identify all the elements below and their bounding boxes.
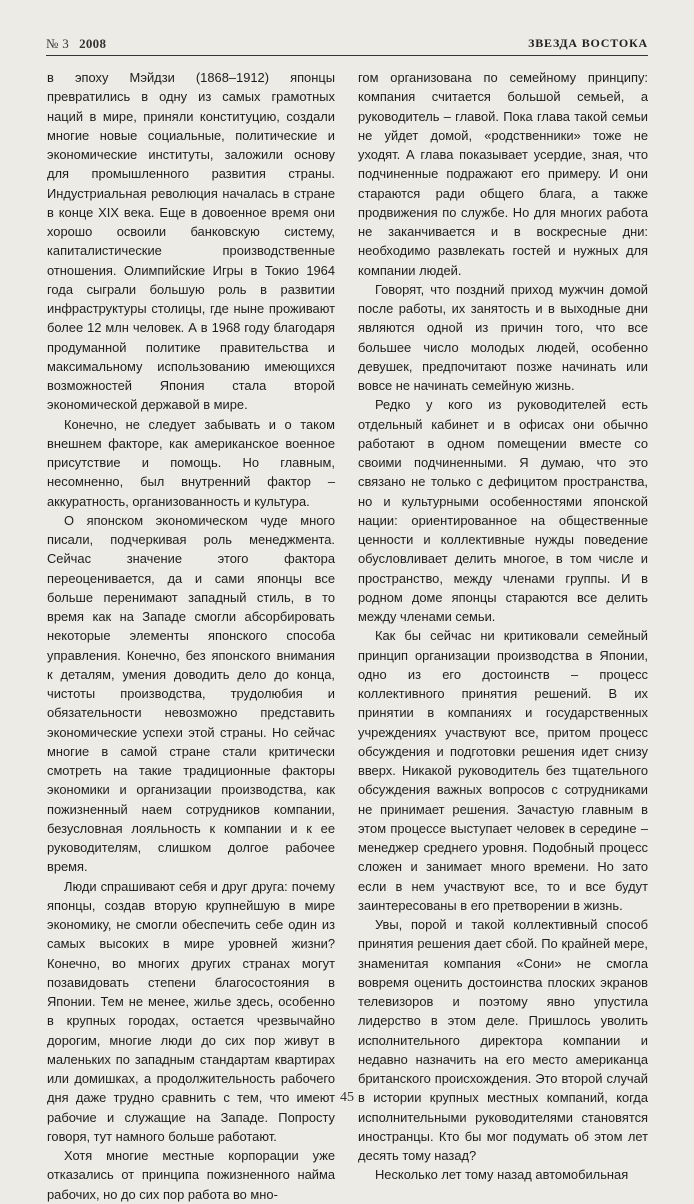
paragraph: Несколько лет тому назад автомобильная xyxy=(375,1167,629,1183)
issue-info xyxy=(46,36,106,52)
paragraph: О японском экономическом чуде много писали, подчеркивая роль менеджмента. Сейчас значение этого фактора переоценивается, да и сами японцы все больше перенимают западный стиль, в то время как на Западе смогли абсорбировать некоторые элементы японского способа управления. Конечно, без японского внимания к деталям, умения доводить дело до конца, чистоты производства, трудолюбия и обязательности невозможно представить экономические успехи этой страны. Но сейчас многие в самой стране стали критически смотреть на такие традиционные факторы экономики и организации производства, как пожизненный наем сотрудников компании, безусловная лояльность к компании и к ее руководителям, слишком долгое рабочее время. xyxy=(47,512,335,875)
paragraph: Как бы сейчас ни критиковали семейный принцип организации производства в Японии, одно из его достоинств – процесс коллективного принятия решений. В их принятии в компаниях и государственных учреждениях участвуют все, притом процесс обсуждения и подготовки решения идет снизу вверх. Никакой руководитель без тщательного обсуждения важных вопросов с сотрудниками не принимает решения. Зачастую главным в этом процессе выступает человек в середине – менеджер среднего уровня. Подобный процесс сложен и занимает много времени. Но зато если в нем участвуют все, то и все будут заинтересованы в его претворении в жизнь. xyxy=(358,628,648,913)
paragraph: Хотя многие местные корпорации уже отказались от принципа пожизненного найма рабочих, но до сих пор работа во мно- xyxy=(47,1148,335,1202)
running-header xyxy=(46,33,648,56)
paragraph: гом организована по семейному принципу: компания считается большой семьей, а руководитель – главой. Пока глава такой семьи не уйдет домой, «родственники» тоже не уходят. А глава показывает усердие, зная, что подчиненные подражают его примеру. И они стараются ради общего блага, а также продвижения по службе. Но для многих работа не заканчивается и в воскресные дни: необходимо развлекать гостей и нужных для компании людей. xyxy=(358,70,648,278)
issue-number: № 3 xyxy=(46,36,70,51)
paragraph: Увы, порой и такой коллективный способ принятия решения дает сбой. По крайней мере, знаменитая компания «Сони» не смогла вовремя оценить достоинства плоских экранов телевизоров и поэтому явно упустила лидерство в этом деле. Пришлось уволить исполнительного директора компании и недавно назначить на его место американца британского происхождения. Это второй случай в истории крупных местных компаний, когда исполнительными руководителями становятся иностранцы. Кто бы мог подумать об этом лет десять тому назад? xyxy=(358,917,648,1163)
magazine-title: ЗВЕЗДА ВОСТОКА xyxy=(528,36,648,50)
paragraph: в эпоху Мэйдзи (1868–1912) японцы превратились в одну из самых грамотных наций в мире, приняли конституцию, создали многие новые социальные, политические и экономические институты, заложили основу для промышленного развития страны. Индустриальная революция началась в стране в конце XIX века. Еще в довоенное время они хорошо освоили банковскую систему, капиталистические производственные отношения. Олимпийские Игры в Токио 1964 года сыграли большую роль в развитии инфраструктуры столицы, где ныне проживают более 12 млн человек. А в 1968 году благодаря продуманной политике правительства и максимальному использованию имеющихся возможностей Япония стала второй экономической державой в мире. xyxy=(47,70,335,413)
left-column xyxy=(47,68,335,1204)
page-number: 45 xyxy=(340,1090,354,1105)
paragraph: Редко у кого из руководителей есть отдельный кабинет и в офисах они обычно работают в одном помещении вместе со своими подчиненными. Я думаю, что это связано не только с дефицитом пространства, но и культурными особенностями японской нации: ориентированное на общественные ценности и коллективные нужды поведение обусловливает делить многое, в том числе и пространство, между членами группы. И в родном доме японцы стараются все делить между членами семьи. xyxy=(358,397,648,624)
right-column xyxy=(358,68,648,1185)
issue-year: 2008 xyxy=(79,36,107,51)
paragraph: Люди спрашивают себя и друг друга: почему японцы, создав вторую крупнейшую в мире экономику, не смогли обеспечить себе один из самых высоких в мире уровней жизни? Конечно, во многих других странах могут позавидовать степени благосостояния в Японии. Тем не менее, жилье здесь, особенно в крупных городах, остается чрезвычайно дорогим, многие люди до сих пор живут в маленьких по западным стандартам квартирах или домишках, а продолжительность рабочего дня даже трудно сравнить с тем, что имеют рабочие и служащие на Западе. Попросту говоря, тут намного больше работают. xyxy=(47,878,335,1144)
paragraph: Говорят, что поздний приход мужчин домой после работы, их занятость и в выходные дни являются одной из причин того, что все большее число молодых людей, особенно девушек, предпочитают позже начинать или вовсе не начинать семейную жизнь. xyxy=(358,281,648,393)
paragraph: Конечно, не следует забывать и о таком внешнем факторе, как американское военное присутствие и помощь. Но главным, несомненно, был внутренний фактор – аккуратность, организованность и культура. xyxy=(47,416,335,509)
